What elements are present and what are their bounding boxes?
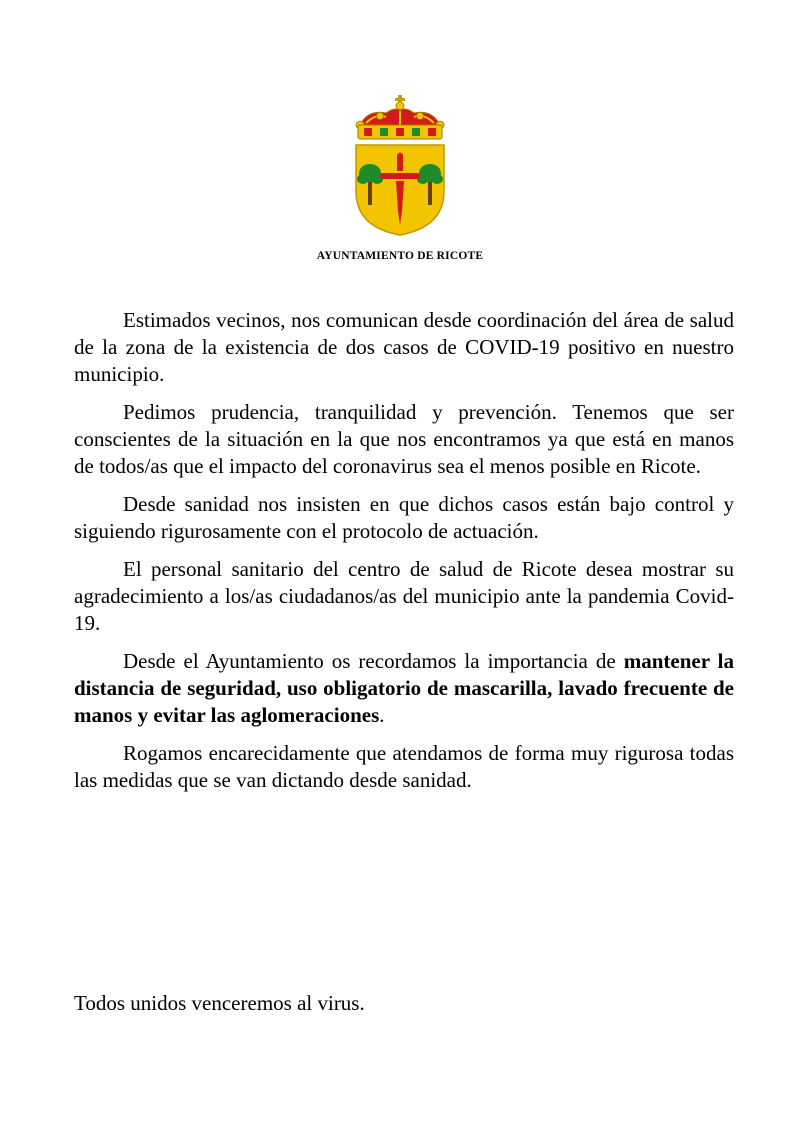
paragraph: Pedimos prudencia, tranquilidad y prevención. Tenemos que ser conscientes de la situación en la que nos encontramos ya que está en manos de todos/as que el impacto del coronavirus sea el menos posible en Ricote. [74,400,734,478]
paragraph-lead: Desde el Ayuntamiento os recordamos la importancia de [123,649,624,673]
crown-icon [356,95,444,139]
paragraph [74,648,734,729]
paragraph-emphasis: mantener la distancia de seguridad, uso obligatorio de mascarilla, lavado frecuente de manos y evitar las aglomeraciones [74,649,734,727]
closing-line: Todos unidos venceremos al virus. [74,991,365,1015]
organization-name: AYUNTAMIENTO DE RICOTE [316,250,484,262]
paragraph-end: . [379,703,385,727]
coat-of-arms-icon [346,95,454,237]
paragraph: Estimados vecinos, nos comunican desde coordinación del área de salud de la zona de la existencia de dos casos de COVID-19 positivo en nuestro municipio. [74,308,734,386]
paragraph: El personal sanitario del centro de salud de Ricote desea mostrar su agradecimiento a los/as ciudadanos/as del municipio ante la pandemia Covid-19. [74,557,734,635]
paragraph: Desde sanidad nos insisten en que dichos casos están bajo control y siguiendo rigurosamente con el protocolo de actuación. [74,492,734,543]
paragraph: Rogamos encarecidamente que atendamos de forma muy rigurosa todas las medidas que se van dictando desde sanidad. [74,741,734,792]
letter-body [74,307,734,805]
